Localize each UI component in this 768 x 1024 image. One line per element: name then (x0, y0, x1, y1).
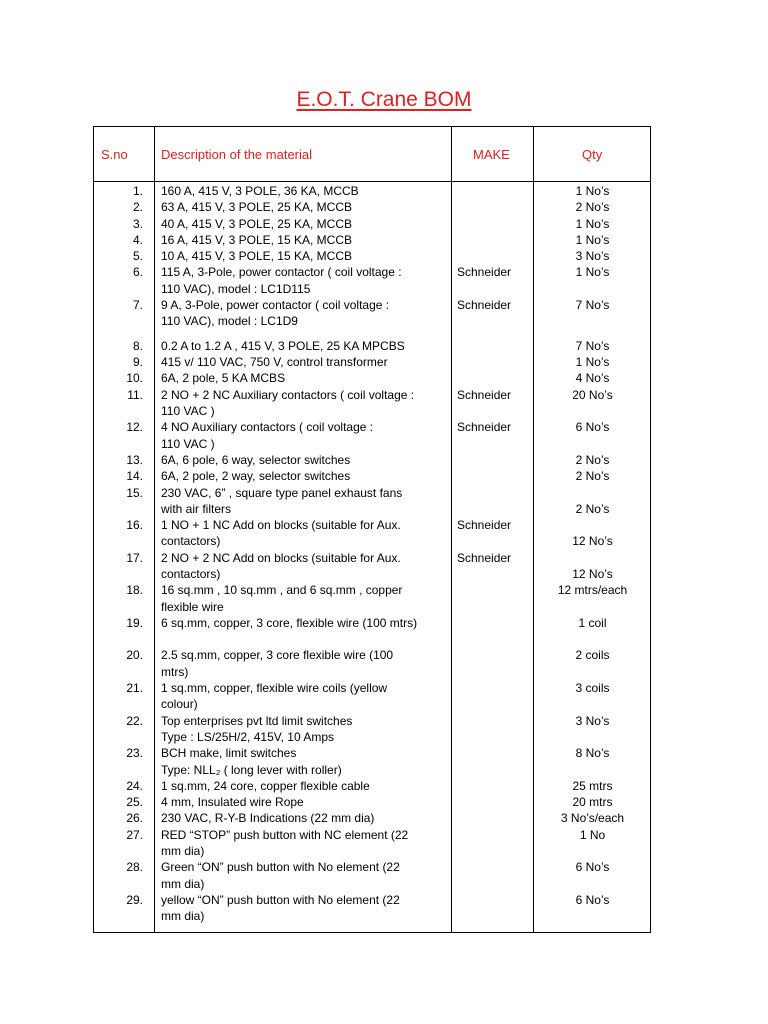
row-qty: 1 coil (578, 615, 607, 630)
table-row (94, 232, 650, 248)
table-row (94, 745, 650, 778)
table-row (94, 892, 650, 925)
row-sno: 9. (132, 355, 143, 370)
row-qty: 12 No’s (572, 534, 613, 549)
description-line: colour) (161, 697, 198, 712)
description-line: 1 sq.mm, copper, flexible wire coils (yellow (161, 681, 388, 696)
table-row (94, 794, 650, 810)
row-qty: 7 No’s (575, 298, 610, 313)
row-description (161, 264, 436, 297)
row-qty: 6 No’s (575, 892, 610, 907)
description-line: 16 A, 415 V, 3 POLE, 15 KA, MCCB (161, 232, 352, 247)
description-line: Type: NLL₂ ( long lever with roller) (161, 762, 342, 777)
table-row (94, 248, 650, 264)
description-line: 10 A, 415 V, 3 POLE, 15 KA, MCCB (161, 249, 352, 264)
row-qty: 3 coils (575, 681, 610, 696)
description-line: 2 NO + 2 NC Auxiliary contactors ( coil voltage : (161, 387, 415, 402)
description-line: Top enterprises pvt ltd limit switches (161, 713, 353, 728)
description-line: 6 sq.mm, copper, 3 core, flexible wire (100 mtrs) (161, 615, 418, 630)
document-title (0, 88, 768, 112)
row-sno: 25. (126, 795, 143, 810)
table-row (94, 183, 650, 199)
row-sno: 10. (126, 371, 143, 386)
row-qty: 1 No’s (575, 216, 610, 231)
row-description (161, 745, 436, 778)
header-sno: S.no (101, 147, 128, 162)
description-line: flexible wire (161, 599, 224, 614)
table-row (94, 199, 650, 215)
row-qty: 2 coils (575, 648, 610, 663)
row-description (161, 485, 436, 518)
row-qty: 3 No’s (575, 249, 610, 264)
table-row (94, 647, 650, 680)
table-row (94, 827, 650, 860)
row-sno: 22. (126, 713, 143, 728)
description-line: 415 v/ 110 VAC, 750 V, control transformer (161, 355, 388, 370)
description-line: 4 mm, Insulated wire Rope (161, 795, 304, 810)
row-sno: 6. (132, 265, 143, 280)
row-sno: 3. (132, 216, 143, 231)
description-line: 1 NO + 1 NC Add on blocks (suitable for Aux. (161, 518, 401, 533)
row-make: Schneider (457, 518, 512, 533)
row-description (161, 387, 436, 420)
row-sno: 24. (126, 778, 143, 793)
row-qty: 1 No’s (575, 355, 610, 370)
table-row (94, 713, 650, 746)
row-description (161, 419, 436, 452)
table-row (94, 264, 650, 297)
row-description (161, 713, 436, 746)
row-sno: 19. (126, 615, 143, 630)
description-line: 0.2 A to 1.2 A , 415 V, 3 POLE, 25 KA MPCBS (161, 338, 405, 353)
table-row (94, 680, 650, 713)
row-description (161, 338, 436, 354)
row-sno: 20. (126, 648, 143, 663)
description-line: 63 A, 415 V, 3 POLE, 25 KA, MCCB (161, 200, 352, 215)
row-qty: 1 No’s (575, 265, 610, 280)
row-sno: 14. (126, 469, 143, 484)
row-description (161, 232, 436, 248)
description-line: 6A, 2 pole, 2 way, selector switches (161, 469, 351, 484)
row-qty: 2 No’s (575, 200, 610, 215)
row-qty: 1 No (579, 827, 606, 842)
header-description: Description of the material (161, 147, 313, 162)
row-description (161, 778, 436, 794)
table-row (94, 859, 650, 892)
description-line: mm dia) (161, 876, 205, 891)
table-row (94, 452, 650, 468)
row-description (161, 582, 436, 615)
description-line: mm dia) (161, 844, 205, 859)
table-row (94, 517, 650, 550)
description-line: 6A, 6 pole, 6 way, selector switches (161, 452, 351, 467)
row-qty: 6 No’s (575, 860, 610, 875)
table-row (94, 485, 650, 518)
row-sno: 16. (126, 518, 143, 533)
row-sno: 2. (132, 200, 143, 215)
row-sno: 18. (126, 583, 143, 598)
description-line: yellow “ON” push button with No element (22 (161, 892, 400, 907)
table-row (94, 550, 650, 583)
row-description (161, 183, 436, 199)
row-qty: 2 No’s (575, 469, 610, 484)
header-qty: Qty (582, 147, 603, 162)
table-row (94, 810, 650, 826)
row-sno: 21. (126, 681, 143, 696)
description-line: Type : LS/25H/2, 415V, 10 Amps (161, 729, 335, 744)
row-qty: 1 No’s (575, 232, 610, 247)
description-line: mm dia) (161, 909, 205, 924)
description-line: 1 sq.mm, 24 core, copper flexible cable (161, 778, 370, 793)
row-qty: 6 No’s (575, 420, 610, 435)
row-make: Schneider (457, 387, 512, 402)
table-row (94, 615, 650, 648)
row-qty: 12 mtrs/each (557, 583, 628, 598)
table-row (94, 387, 650, 420)
table-row (94, 216, 650, 232)
row-sno: 5. (132, 249, 143, 264)
row-qty: 20 mtrs (572, 795, 613, 810)
row-description (161, 550, 436, 583)
description-line: 40 A, 415 V, 3 POLE, 25 KA, MCCB (161, 216, 352, 231)
row-qty: 3 No’s/each (560, 811, 625, 826)
row-qty: 2 No’s (575, 501, 610, 516)
row-sno: 7. (132, 298, 143, 313)
row-qty: 12 No’s (572, 566, 613, 581)
row-qty: 4 No’s (575, 371, 610, 386)
description-line: 110 VAC), model : LC1D9 (161, 314, 298, 329)
row-qty: 7 No’s (575, 338, 610, 353)
row-qty: 8 No’s (575, 746, 610, 761)
description-line: 230 VAC, R-Y-B Indications (22 mm dia) (161, 811, 375, 826)
description-line: 16 sq.mm , 10 sq.mm , and 6 sq.mm , copper (161, 583, 403, 598)
table-row (94, 297, 650, 338)
row-make: Schneider (457, 298, 512, 313)
row-description (161, 615, 436, 631)
description-line: 160 A, 415 V, 3 POLE, 36 KA, MCCB (161, 184, 359, 198)
row-description (161, 216, 436, 232)
description-line: with air filters (161, 501, 232, 516)
description-line: 4 NO Auxiliary contactors ( coil voltage : (161, 420, 374, 435)
bom-table (93, 126, 651, 933)
row-description (161, 647, 436, 680)
description-line: 6A, 2 pole, 5 KA MCBS (161, 371, 286, 386)
header-make: MAKE (473, 147, 510, 162)
row-qty: 20 No’s (572, 387, 613, 402)
table-row (94, 582, 650, 615)
description-line: 110 VAC ) (161, 436, 215, 451)
table-body (94, 183, 650, 925)
description-line: contactors) (161, 534, 221, 549)
row-sno: 8. (132, 338, 143, 353)
row-sno: 13. (126, 452, 143, 467)
description-line: 110 VAC ) (161, 404, 215, 419)
row-sno: 15. (126, 485, 143, 500)
row-description (161, 354, 436, 370)
row-make: Schneider (457, 420, 512, 435)
row-description (161, 248, 436, 264)
row-qty: 3 No’s (575, 713, 610, 728)
row-sno: 29. (126, 892, 143, 907)
row-make: Schneider (457, 265, 512, 280)
table-row (94, 338, 650, 354)
description-line: 2 NO + 2 NC Add on blocks (suitable for Aux. (161, 550, 401, 565)
description-line: RED “STOP” push button with NC element (22 (161, 827, 409, 842)
table-row (94, 778, 650, 794)
row-description (161, 297, 436, 330)
row-sno: 11. (127, 387, 143, 402)
row-qty: 25 mtrs (572, 778, 613, 793)
row-sno: 27. (126, 827, 143, 842)
row-sno: 1. (132, 184, 143, 198)
row-qty: 2 No’s (575, 452, 610, 467)
row-sno: 4. (132, 232, 143, 247)
row-description (161, 452, 436, 468)
table-row (94, 419, 650, 452)
header-divider (94, 181, 650, 182)
description-line: 110 VAC), model : LC1D115 (161, 281, 311, 296)
row-sno: 26. (126, 811, 143, 826)
description-line: contactors) (161, 566, 221, 581)
description-line: 115 A, 3-Pole, power contactor ( coil voltage : (161, 265, 402, 280)
row-qty: 1 No’s (575, 184, 610, 198)
row-sno: 23. (126, 746, 143, 761)
row-description (161, 827, 436, 860)
title-text: E.O.T. Crane BOM (296, 88, 472, 111)
description-line: 2.5 sq.mm, copper, 3 core flexible wire (100 (161, 648, 394, 663)
row-sno: 28. (126, 860, 143, 875)
row-description (161, 892, 436, 925)
row-description (161, 199, 436, 215)
row-description (161, 810, 436, 826)
description-line: 9 A, 3-Pole, power contactor ( coil voltage : (161, 298, 390, 313)
table-row (94, 370, 650, 386)
row-description (161, 370, 436, 386)
description-line: 230 VAC, 6” , square type panel exhaust fans (161, 485, 403, 500)
description-line: mtrs) (161, 664, 189, 679)
row-description (161, 859, 436, 892)
row-make: Schneider (457, 550, 512, 565)
row-sno: 12. (126, 420, 143, 435)
table-row (94, 468, 650, 484)
row-description (161, 794, 436, 810)
table-row (94, 354, 650, 370)
row-sno: 17. (126, 550, 143, 565)
row-description (161, 517, 436, 550)
description-line: Green “ON” push button with No element (22 (161, 860, 400, 875)
description-line: BCH make, limit switches (161, 746, 297, 761)
row-description (161, 680, 436, 713)
row-description (161, 468, 436, 484)
